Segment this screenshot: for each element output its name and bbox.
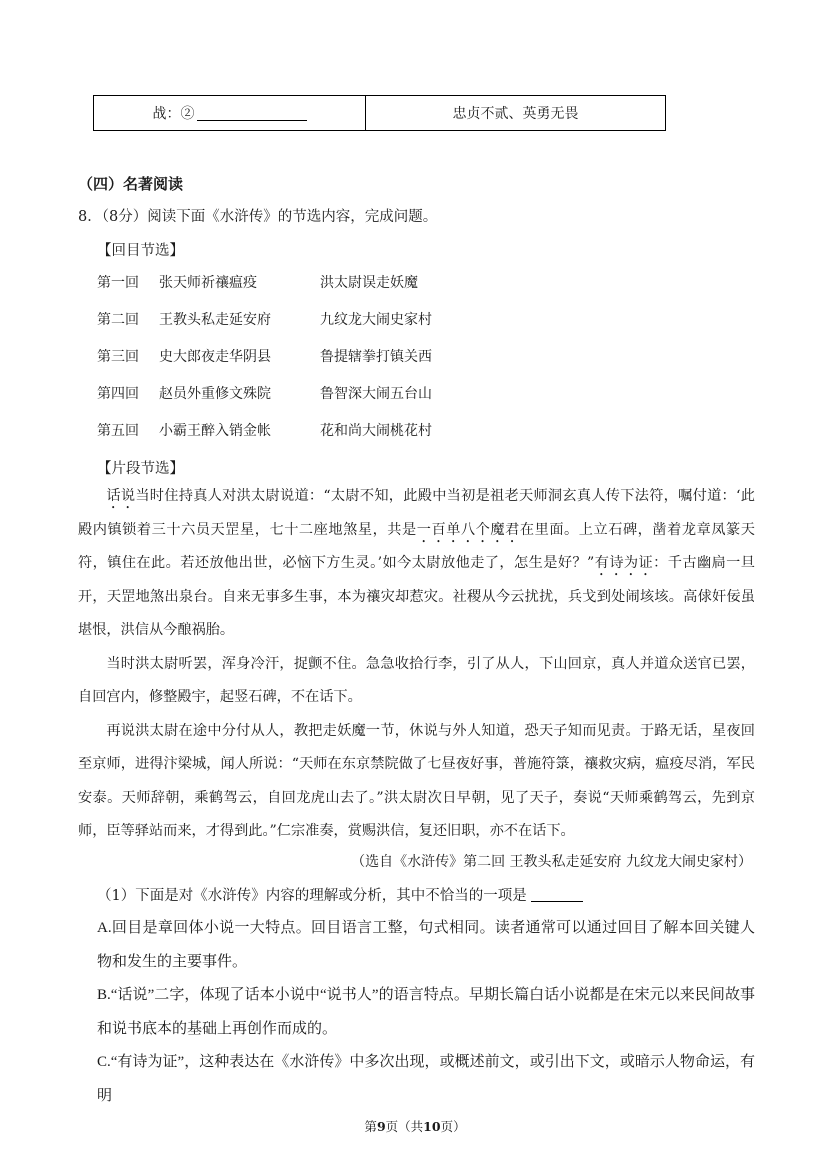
chapter-title-first: 小霸王醉入销金帐 <box>159 423 271 439</box>
option-b[interactable]: B.“话说”二字，体现了话本小说中“说书人”的语言特点。早期长篇白话小说都是在宋元以来民间故事和说书底本的基础上再创作而成的。 <box>97 987 755 1037</box>
chapters-heading: 【回目节选】 <box>97 243 184 259</box>
table-cell-left <box>94 96 366 130</box>
fill-blank-line[interactable] <box>197 106 307 121</box>
dotted-text: 话说 <box>106 488 136 504</box>
chapter-title-first: 赵员外重修文殊院 <box>159 386 271 402</box>
chapter-title-first: 史大郎夜走华阴县 <box>159 349 271 365</box>
chapter-title-first: 王教头私走延安府 <box>159 312 271 328</box>
section-title: （四）名著阅读 <box>78 175 184 193</box>
chapter-number: 第二回 <box>97 312 139 328</box>
answer-blank[interactable] <box>531 887 583 902</box>
chapter-row <box>97 420 477 457</box>
chapter-row <box>97 309 477 346</box>
dotted-text: 一百单八个魔君 <box>416 521 520 538</box>
chapter-row <box>97 383 477 420</box>
excerpt-paragraph-3: 再说洪太尉在途中分付从人，教把走妖魔一节，休说与外人知道，恐天子知而见责。于路无话，星夜回至京师，进得汴梁城，闻人所说：“天师在东京禁院做了七昼夜好事，普施符箓，禳救灾病，瘟疫尽消，军民安泰。天师辞朝，乘鹤驾云，自回龙虎山去了。”洪太尉次日早朝，见了天子，奏说“天师乘鹤驾云，先到京师，臣等驿站而来，才得到此。”仁宗准奏，赏赐洪信，复还旧职，亦不在话下。 <box>78 722 755 839</box>
sub-question-1 <box>97 884 583 905</box>
excerpt-paragraph-1 <box>78 480 755 648</box>
chapter-title-first: 张天师祈禳瘟疫 <box>159 275 257 291</box>
chapter-number: 第五回 <box>97 423 139 439</box>
table-cell-right <box>366 96 665 130</box>
question-8-prompt: 8．（8分）阅读下面《水浒传》的节选内容，完成问题。 <box>78 209 438 225</box>
current-page-number: 9 <box>376 1119 386 1134</box>
paragraph-text: 当时住持真人对洪太尉说道：“太尉不知，此殿中当初是祖老天师洞玄真人传下法符，嘱付道：‘此殿内镇锁着三十六员天罡星，七十二座地煞星，共是 <box>78 488 755 538</box>
option-c[interactable]: C.“有诗为证”，这种表达在《水浒传》中多次出现，或概述前文，或引出下文，或暗示人物命运，有明 <box>97 1054 755 1104</box>
table-right-text: 忠贞不贰、英勇无畏 <box>452 106 579 122</box>
table-left-text: 战：② <box>152 106 195 122</box>
excerpt-text <box>78 480 755 849</box>
chapter-title-second: 花和尚大闹桃花村 <box>320 423 432 439</box>
paragraph-text: ：千古幽扃一旦开，天罡地煞出泉台。自来无事多生事，本为禳灾却惹灾。社稷从今云扰扰，兵戈到处闹垓垓。高俅奸佞虽堪恨，洪信从今酿祸胎。 <box>78 555 755 638</box>
excerpt-heading: 【片段节选】 <box>97 461 184 477</box>
chapter-title-second: 九纹龙大闹史家村 <box>320 312 432 328</box>
page-footer <box>0 1117 830 1135</box>
chapter-row <box>97 346 477 383</box>
total-page-number: 10 <box>423 1119 441 1134</box>
chapter-title-second: 鲁智深大闹五台山 <box>320 386 432 402</box>
excerpt-paragraph-2: 当时洪太尉听罢，浑身冷汗，捉颤不住。急急收拾行李，引了从人，下山回京，真人并道众送官已罢，自回宫内，修整殿宇，起竖石碑，不在话下。 <box>78 655 755 705</box>
footer-text: 第 <box>364 1119 377 1134</box>
option-list <box>97 912 755 1113</box>
chapter-number: 第四回 <box>97 386 139 402</box>
dotted-text: 有诗为证 <box>594 555 654 571</box>
chapter-title-second: 鲁提辖拳打镇关西 <box>320 349 432 365</box>
chapter-list <box>97 272 477 457</box>
chapter-number: 第三回 <box>97 349 139 365</box>
chapter-number: 第一回 <box>97 275 139 291</box>
chapter-title-second: 洪太尉误走妖魔 <box>320 275 418 291</box>
footer-text: 页） <box>440 1119 466 1134</box>
sub-question-1-text: （1）下面是对《水浒传》内容的理解或分析，其中不恰当的一项是 <box>97 888 527 904</box>
footer-text: 页（共 <box>385 1119 424 1134</box>
chapter-row <box>97 272 477 309</box>
option-a[interactable]: A.回目是章回体小说一大特点。回目语言工整，句式相同。读者通常可以通过回目了解本回关键人物和发生的主要事件。 <box>97 920 755 970</box>
answer-table <box>93 95 666 131</box>
source-citation: （选自《水浒传》第二回 王教头私走延安府 九纹龙大闹史家村） <box>351 854 752 870</box>
paragraph-text: 在里面。上立石碑，凿着龙章凤篆天符，镇住在此。若还放他出世，必恼下方生灵。’如今太尉放他走了，怎生是好？” <box>78 521 755 571</box>
